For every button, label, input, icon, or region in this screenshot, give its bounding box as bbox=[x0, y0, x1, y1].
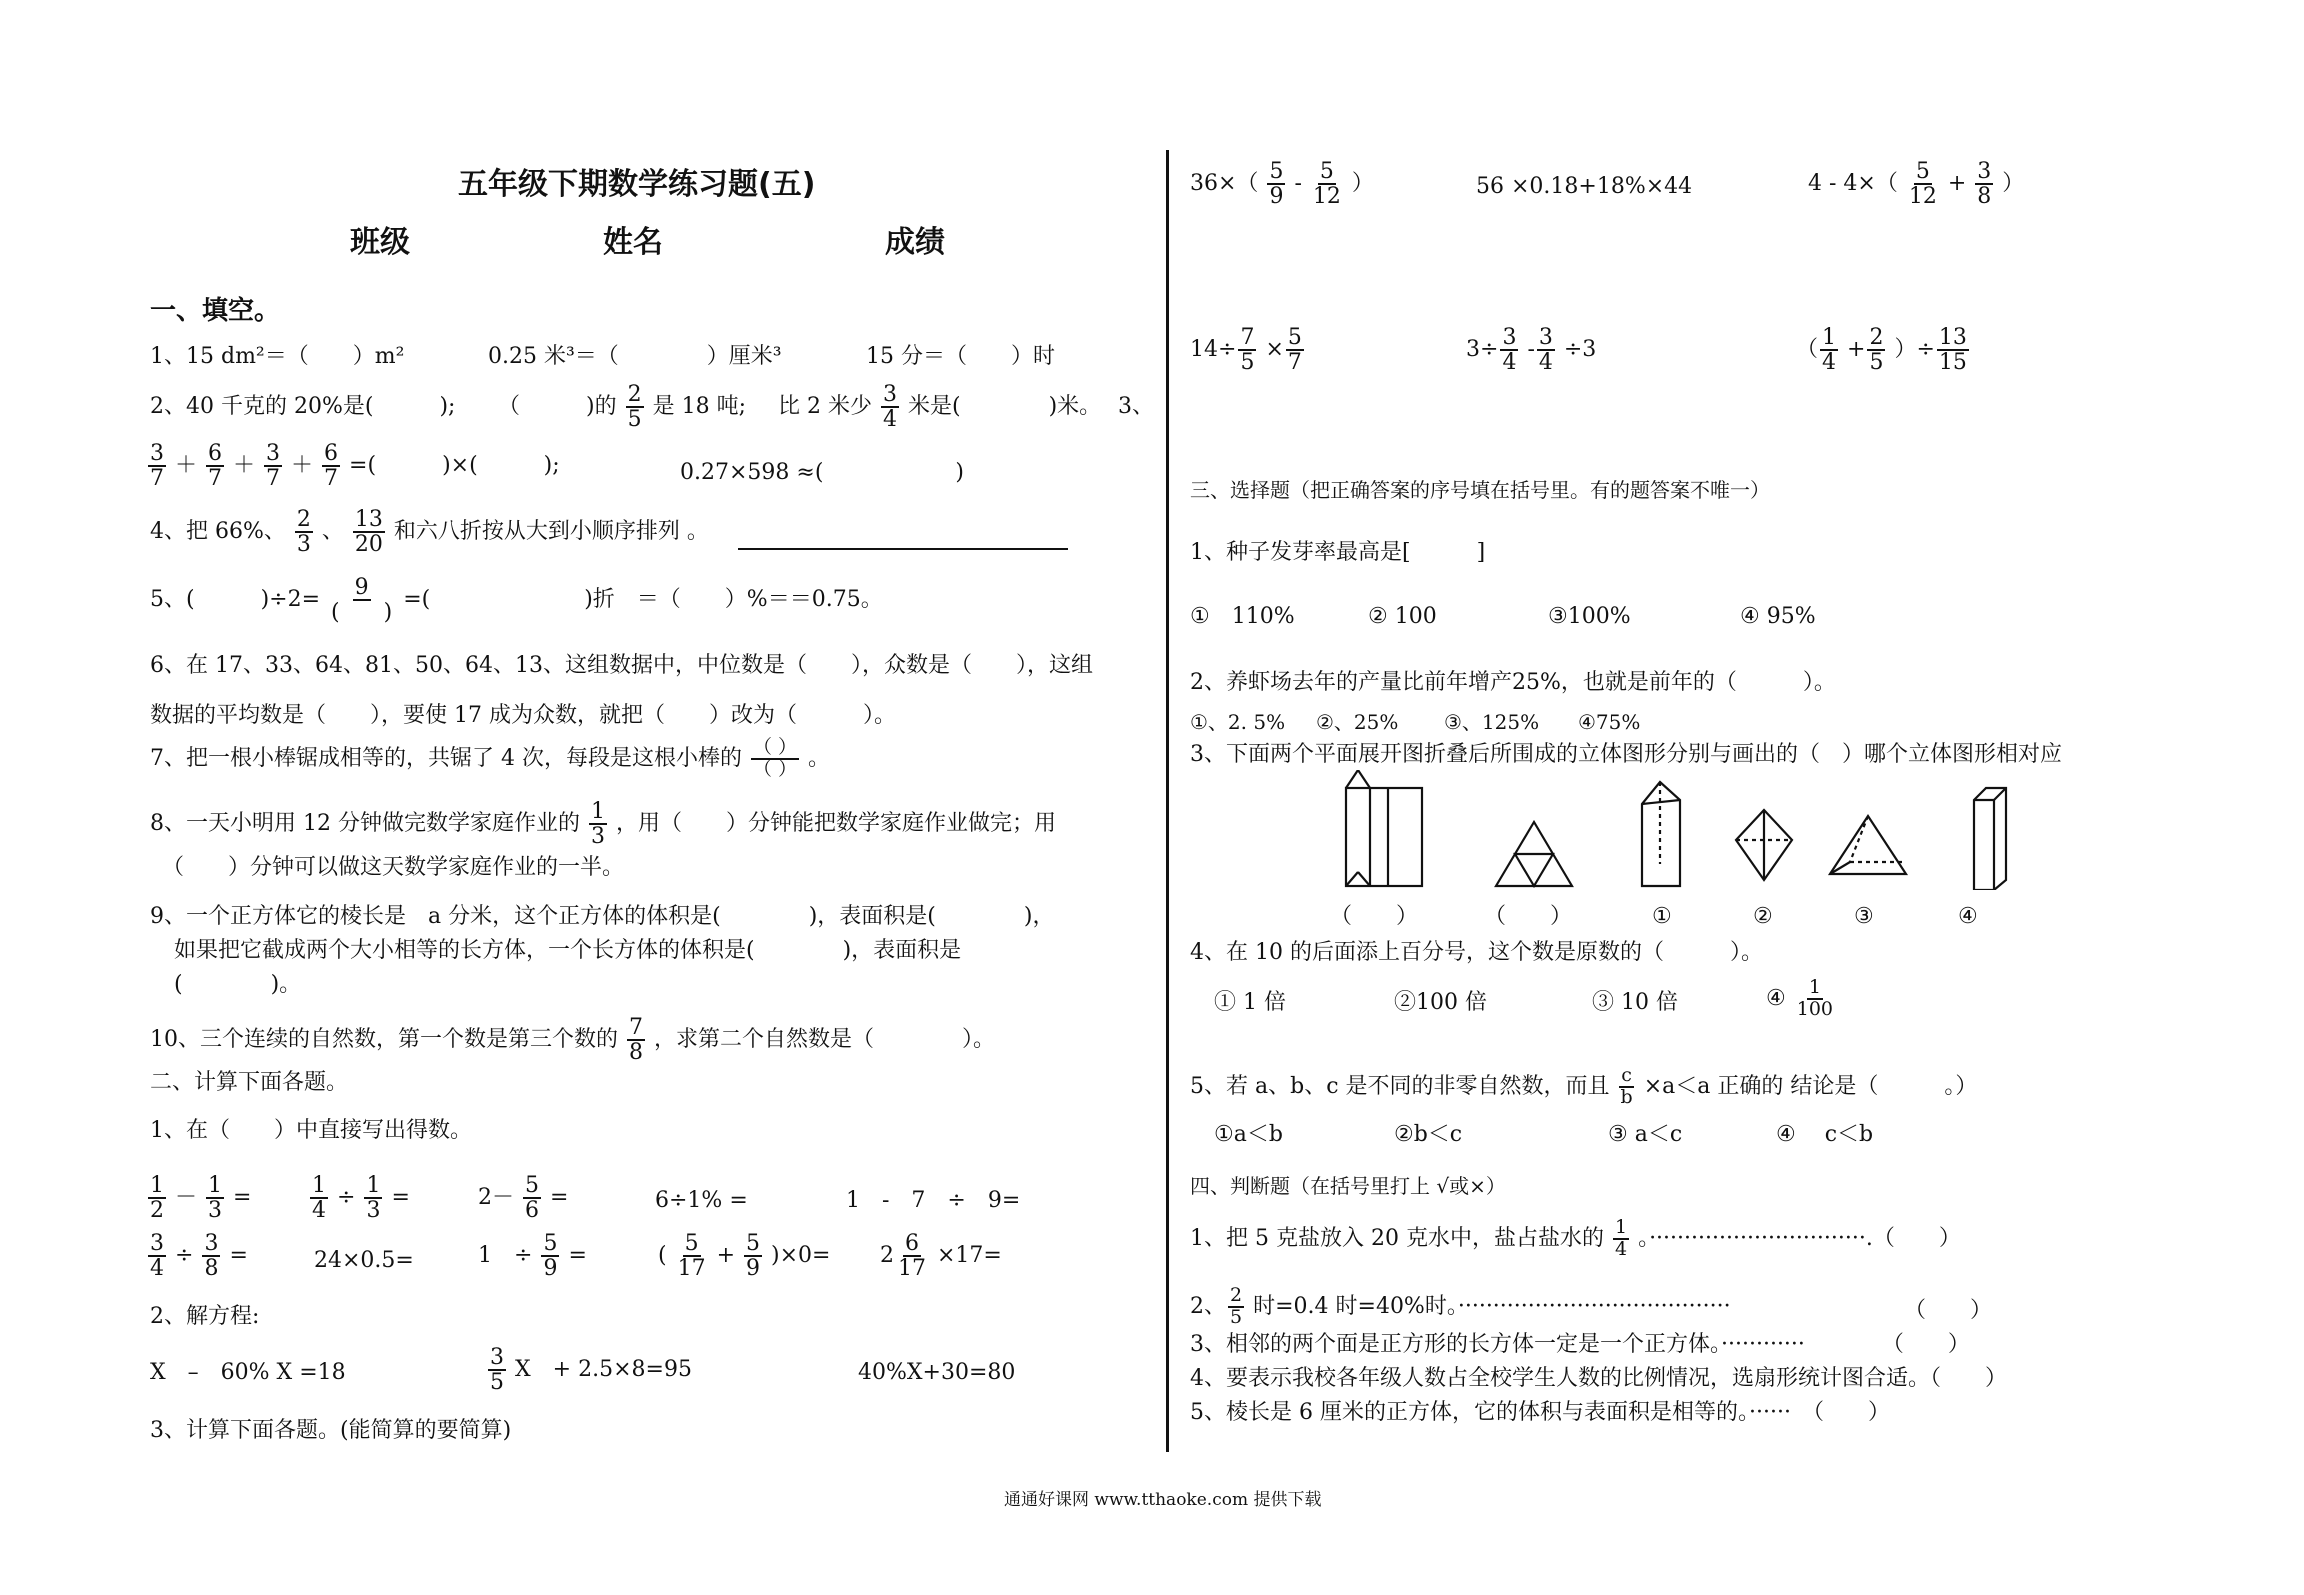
numerator: 3 bbox=[204, 1231, 219, 1256]
q9-line1: 9、一个正方体它的棱长是 a 分米，这个正方体的体积是( )，表面积是( )， bbox=[150, 904, 1055, 929]
q2-c bbox=[778, 383, 1101, 431]
operator: × bbox=[1265, 337, 1284, 363]
equals: = bbox=[229, 1243, 248, 1269]
fraction bbox=[1795, 978, 1835, 1020]
q10 bbox=[150, 1016, 995, 1064]
denominator: 5 bbox=[1240, 350, 1255, 376]
denominator: 7 bbox=[1287, 350, 1302, 376]
q9-line3: ( )。 bbox=[174, 972, 302, 997]
fraction bbox=[310, 1174, 328, 1222]
footer-credit: 通通好课网 www.tthaoke.com 提供下载 bbox=[1004, 1490, 1322, 1510]
q7-text: 7、把一根小棒锯成相等的，共锯了 4 次，每段是这根小棒的 bbox=[150, 745, 742, 771]
choice-q4-opt2: ②100 倍 bbox=[1394, 990, 1487, 1015]
section-judge-heading: 四、判断题（在括号里打上 √或×） bbox=[1190, 1174, 1506, 1198]
fraction bbox=[1238, 326, 1256, 374]
numerator: 1 bbox=[366, 1173, 381, 1198]
option-number: ④ bbox=[1766, 985, 1786, 1011]
section-fill-heading: 一、填空。 bbox=[150, 296, 281, 326]
numerator: 9 bbox=[354, 575, 369, 600]
q4-sep: 、 bbox=[321, 519, 344, 545]
denominator: 12 bbox=[1312, 184, 1341, 210]
q7-frac bbox=[751, 738, 799, 780]
class-label: 班级 bbox=[350, 225, 410, 260]
q1-b: 0.25 米³＝（ ）厘米³ bbox=[488, 344, 782, 369]
calc-r1-e3 bbox=[478, 1174, 568, 1222]
choice-q4-opt3: ③ 10 倍 bbox=[1592, 990, 1678, 1015]
plus-sign: ＋ bbox=[233, 453, 256, 479]
fraction bbox=[1500, 326, 1518, 374]
judge-q1-text: 1、把 5 克盐放入 20 克水中，盐占盐水的 bbox=[1190, 1225, 1604, 1251]
numerator: 1 bbox=[312, 1173, 326, 1198]
figure-label-4: ② bbox=[1753, 904, 1773, 929]
numerator: 1 bbox=[1614, 1216, 1628, 1238]
choice-q3: 3、下面两个平面展开图折叠后所围成的立体图形分别与画出的（ ）哪个立体图形相对应 bbox=[1190, 742, 2063, 767]
denominator: 3 bbox=[590, 824, 605, 850]
equals: = bbox=[568, 1243, 587, 1269]
equation-a: X – 60% X =18 bbox=[150, 1360, 346, 1385]
answer-line bbox=[738, 548, 1068, 550]
q2-c-text: 比 2 米少 bbox=[778, 394, 872, 420]
figure-label-3: ① bbox=[1652, 904, 1672, 929]
fraction bbox=[1867, 326, 1885, 374]
denominator: 2 bbox=[150, 1198, 164, 1224]
double-pyramid-figure bbox=[1736, 810, 1792, 880]
numerator: 13 bbox=[1938, 325, 1967, 350]
calc-r2-e5 bbox=[880, 1232, 1002, 1280]
tail: ÷3 bbox=[1563, 337, 1597, 363]
fraction bbox=[523, 1174, 541, 1222]
numerator: 5 bbox=[1915, 159, 1930, 184]
prefix: 3÷ bbox=[1466, 337, 1499, 363]
fraction bbox=[896, 1232, 928, 1280]
numerator: 3 bbox=[266, 441, 281, 466]
section-calc-heading: 二、计算下面各题。 bbox=[150, 1070, 349, 1095]
denominator: 9 bbox=[1269, 184, 1284, 210]
denominator: ( ) bbox=[331, 600, 393, 626]
numerator: 7 bbox=[1240, 325, 1255, 350]
q2-b-text: （ )的 bbox=[498, 394, 617, 420]
equals: = bbox=[233, 1185, 252, 1211]
denominator: 9 bbox=[543, 1256, 558, 1282]
q4-text2: 和六八折按从大到小顺序排列 。 bbox=[393, 519, 709, 545]
numerator: 2 bbox=[627, 382, 642, 407]
denominator: 4 bbox=[1614, 1237, 1628, 1260]
q8 bbox=[150, 800, 1056, 848]
denominator: 100 bbox=[1796, 997, 1833, 1020]
numerator: 3 bbox=[1538, 325, 1553, 350]
prism-net-figure bbox=[1346, 770, 1422, 886]
q3-frac2 bbox=[206, 442, 224, 490]
tail: ） bbox=[2002, 171, 2025, 197]
q10-text2: ，求第二个自然数是（ ）。 bbox=[654, 1027, 996, 1053]
numerator: 13 bbox=[354, 507, 383, 532]
square-pyramid-figure bbox=[1830, 816, 1906, 874]
numerator: 5 bbox=[1287, 325, 1302, 350]
q3-tail: =( )×( ); bbox=[349, 453, 560, 479]
q2-c-fraction bbox=[881, 383, 899, 431]
fraction bbox=[541, 1232, 559, 1280]
fraction bbox=[744, 1232, 762, 1280]
denominator: 7 bbox=[208, 466, 223, 492]
denominator: 8 bbox=[204, 1256, 219, 1282]
prefix: 2－ bbox=[478, 1185, 514, 1211]
numerator: 5 bbox=[543, 1231, 558, 1256]
judge-q2-num: 2、 bbox=[1190, 1293, 1226, 1319]
judge-q1-text2: 。·······························.（ ） bbox=[1638, 1225, 1961, 1251]
fraction bbox=[488, 1346, 506, 1394]
choice-q5 bbox=[1190, 1066, 1977, 1108]
figure-label-6: ④ bbox=[1958, 904, 1978, 929]
plus-sign: ＋ bbox=[175, 453, 198, 479]
name-label: 姓名 bbox=[603, 225, 663, 260]
judge-q2 bbox=[1190, 1286, 1731, 1328]
numerator: c bbox=[1621, 1064, 1632, 1086]
numerator: （ ） bbox=[752, 736, 798, 758]
denominator: 4 bbox=[1502, 350, 1517, 376]
calc-r2-e1 bbox=[146, 1232, 248, 1280]
fraction bbox=[1311, 160, 1343, 208]
page-title: 五年级下期数学练习题(五) bbox=[458, 167, 816, 202]
calc-r-r2-e2 bbox=[1466, 326, 1596, 374]
q3-b: 0.27×598 ≈( ) bbox=[680, 460, 965, 485]
cuboid-figure bbox=[1974, 788, 2006, 890]
numerator: 5 bbox=[525, 1173, 539, 1198]
q3-sum bbox=[146, 442, 560, 490]
q9-line2: 如果把它截成两个大小相等的长方体，一个长方体的体积是( )，表面积是 bbox=[174, 938, 962, 963]
calc-sub1: 1、在（ ）中直接写出得数。 bbox=[150, 1118, 472, 1143]
denominator: 8 bbox=[629, 1040, 643, 1066]
figure-label-5: ③ bbox=[1854, 904, 1874, 929]
judge-q2-paren: （ ） bbox=[1904, 1298, 1993, 1323]
tail: ） bbox=[1351, 171, 1374, 197]
choice-q2-opt1: ①、2. 5% bbox=[1190, 710, 1286, 734]
q2-c-text2: 米是( )米。 bbox=[907, 394, 1102, 420]
prefix: 1 ÷ bbox=[478, 1243, 533, 1269]
q4 bbox=[150, 508, 709, 556]
denominator: 4 bbox=[882, 407, 897, 433]
q3-frac4 bbox=[322, 442, 340, 490]
fraction bbox=[1267, 160, 1285, 208]
q5-text: 5、( )÷2= bbox=[150, 587, 321, 613]
fraction bbox=[206, 1174, 224, 1222]
figure-label-2: （ ） bbox=[1484, 904, 1573, 929]
denominator: 3 bbox=[366, 1198, 381, 1224]
calc-r-r1-e1 bbox=[1190, 160, 1374, 208]
calc-r1-e1 bbox=[146, 1174, 251, 1222]
q3-frac3 bbox=[264, 442, 282, 490]
score-label: 成绩 bbox=[885, 225, 945, 260]
fraction bbox=[1537, 326, 1555, 374]
denominator: 17 bbox=[677, 1256, 706, 1282]
q8-text2: ，用（ ）分钟能把数学家庭作业做完；用 bbox=[615, 811, 1056, 837]
denominator: 17 bbox=[898, 1256, 926, 1282]
operator: － bbox=[175, 1185, 198, 1211]
calc-r-r1-e3 bbox=[1808, 160, 2024, 208]
section-choice-heading: 三、选择题（把正确答案的序号填在括号里。有的题答案不唯一） bbox=[1190, 478, 1770, 502]
denominator: （ ） bbox=[752, 757, 798, 780]
numerator: 3 bbox=[490, 1345, 504, 1370]
figure-label-1: （ ） bbox=[1330, 904, 1419, 929]
operator: - bbox=[1527, 337, 1535, 363]
paren: ( bbox=[658, 1243, 667, 1269]
numerator: 3 bbox=[1977, 159, 1992, 184]
equation-c: 40%X+30=80 bbox=[858, 1360, 1016, 1385]
fraction bbox=[148, 1232, 166, 1280]
numerator: 5 bbox=[1269, 159, 1284, 184]
calc-r1-e5: 1 - 7 ÷ 9= bbox=[846, 1188, 1021, 1213]
denominator: 4 bbox=[1538, 350, 1553, 376]
fraction bbox=[1228, 1286, 1244, 1328]
equation-b-text: X + 2.5×8=95 bbox=[515, 1357, 692, 1383]
denominator: 20 bbox=[354, 532, 383, 558]
denominator: 3 bbox=[208, 1198, 223, 1224]
q8-text: 8、一天小明用 12 分钟做完数学家庭作业的 bbox=[150, 811, 580, 837]
fraction bbox=[202, 1232, 220, 1280]
denominator: 4 bbox=[312, 1198, 326, 1224]
numerator: 1 bbox=[150, 1173, 164, 1198]
q4-text: 4、把 66%、 bbox=[150, 519, 286, 545]
q2-b-fraction bbox=[626, 383, 644, 431]
numerator: 3 bbox=[1502, 325, 1517, 350]
prefix: 4 - 4×（ bbox=[1808, 171, 1898, 197]
denominator: 3 bbox=[296, 532, 311, 558]
choice-q4-opt4 bbox=[1766, 978, 1837, 1020]
equals: = bbox=[550, 1185, 569, 1211]
calc-sub3: 3、计算下面各题。(能简算的要简算) bbox=[150, 1418, 512, 1443]
fraction bbox=[364, 1174, 382, 1222]
q4-frac1 bbox=[295, 508, 313, 556]
denominator: 7 bbox=[266, 466, 281, 492]
tail: ×17= bbox=[937, 1243, 1002, 1269]
q10-frac bbox=[627, 1016, 645, 1064]
choice-q2-opt2: ②、25% bbox=[1316, 710, 1399, 734]
judge-q4: 4、要表示我校各年级人数占全校学生人数的比例情况，选扇形统计图合适。（ ） bbox=[1190, 1366, 2007, 1391]
calc-r1-e2 bbox=[308, 1174, 410, 1222]
fraction bbox=[676, 1232, 708, 1280]
choice-q1-opt4: ④ 95% bbox=[1740, 604, 1816, 629]
tail: )×0= bbox=[771, 1243, 831, 1269]
calc-sub2: 2、解方程: bbox=[150, 1304, 260, 1329]
denominator: 4 bbox=[150, 1256, 164, 1282]
choice-q1: 1、种子发芽率最高是[ ] bbox=[1190, 540, 1486, 565]
numerator: 6 bbox=[324, 441, 339, 466]
equals: = bbox=[391, 1185, 410, 1211]
denominator: 5 bbox=[1230, 1305, 1243, 1328]
denominator: 12 bbox=[1908, 184, 1937, 210]
operator: ÷ bbox=[337, 1185, 356, 1211]
prefix: 36×（ bbox=[1190, 171, 1259, 197]
choice-q5-opt4: ④ c＜b bbox=[1776, 1122, 1874, 1147]
q6-line2: 数据的平均数是（ ），要使 17 成为众数，就把（ ）改为（ ）。 bbox=[150, 703, 896, 728]
q2-a: 2、40 千克的 20%是( ); bbox=[150, 394, 456, 419]
q1-c: 15 分＝（ ）时 bbox=[866, 344, 1055, 369]
q7 bbox=[150, 738, 830, 780]
q3-frac1 bbox=[148, 442, 166, 490]
numerator: 1 bbox=[1808, 976, 1821, 998]
triangle-net-figure bbox=[1496, 822, 1572, 886]
q2-b-text2: 是 18 吨; bbox=[652, 394, 746, 420]
numerator: 3 bbox=[150, 1231, 164, 1256]
q8-frac bbox=[589, 800, 607, 848]
numerator: 5 bbox=[746, 1231, 761, 1256]
denominator: 6 bbox=[525, 1198, 539, 1224]
denominator: 7 bbox=[150, 466, 164, 492]
judge-q5: 5、棱长是 6 厘米的正方体，它的体积与表面积是相等的。······ （ ） bbox=[1190, 1400, 1890, 1425]
choice-q5-opt3: ③ a＜c bbox=[1608, 1122, 1683, 1147]
denominator: 15 bbox=[1938, 350, 1967, 376]
numerator: 7 bbox=[629, 1015, 643, 1040]
numerator: 6 bbox=[208, 441, 223, 466]
operator: - bbox=[1294, 171, 1302, 197]
choice-q4: 4、在 10 的后面添上百分号，这个数是原数的（ ）。 bbox=[1190, 940, 1763, 965]
q4-frac2 bbox=[353, 508, 385, 556]
triangular-prism-figure bbox=[1642, 782, 1680, 886]
numerator: 1 bbox=[590, 799, 605, 824]
fraction bbox=[1286, 326, 1304, 374]
numerator: 3 bbox=[150, 441, 164, 466]
choice-q2-opt3: ③、125% bbox=[1444, 710, 1540, 734]
q3-number: 3、 bbox=[1118, 394, 1154, 419]
q1-a: 1、15 dm²＝（ ）m² bbox=[150, 344, 405, 369]
denominator: b bbox=[1620, 1085, 1633, 1108]
calc-r-r2-e3 bbox=[1796, 326, 1971, 374]
choice-q1-opt2: ② 100 bbox=[1368, 604, 1437, 629]
choice-q1-opt3: ③100% bbox=[1548, 604, 1631, 629]
denominator: 5 bbox=[627, 407, 642, 433]
operator: + bbox=[716, 1243, 736, 1269]
q5 bbox=[150, 576, 883, 624]
calc-r-r2-e1 bbox=[1190, 326, 1306, 374]
numerator: 2 bbox=[1869, 325, 1884, 350]
q7-text2: 。 bbox=[808, 745, 831, 771]
operator: + bbox=[1847, 337, 1866, 363]
numerator: 5 bbox=[684, 1231, 699, 1256]
calc-r2-e3 bbox=[478, 1232, 587, 1280]
plus-sign: ＋ bbox=[291, 453, 314, 479]
q2-b bbox=[498, 383, 746, 431]
fraction bbox=[1975, 160, 1993, 208]
q5-text2: =( )折 ＝（ ）%＝＝0.75。 bbox=[403, 587, 883, 613]
judge-q2-text: 时=0.4 时=40%时。······································· bbox=[1253, 1293, 1731, 1319]
choice-q5-text2: ×a＜a 正确的 结论是（ 。） bbox=[1643, 1073, 1978, 1099]
operator: ÷ bbox=[175, 1243, 194, 1269]
fraction bbox=[1937, 326, 1969, 374]
fraction bbox=[1907, 160, 1939, 208]
calc-r-r1-e2: 56 ×0.18+18%×44 bbox=[1476, 174, 1693, 199]
calc-r2-e4 bbox=[658, 1232, 830, 1280]
fraction bbox=[148, 1174, 166, 1222]
denominator: 8 bbox=[1977, 184, 1992, 210]
mid: ）÷ bbox=[1894, 337, 1935, 363]
denominator: 9 bbox=[746, 1256, 761, 1282]
fraction bbox=[1820, 326, 1838, 374]
judge-q1 bbox=[1190, 1218, 1961, 1260]
fraction bbox=[1613, 1218, 1629, 1260]
choice-q5-opt2: ②b＜c bbox=[1394, 1122, 1463, 1147]
denominator: 7 bbox=[324, 466, 339, 492]
operator: + bbox=[1947, 171, 1967, 197]
choice-q4-opt1: ① 1 倍 bbox=[1214, 990, 1286, 1015]
choice-q2: 2、养虾场去年的产量比前年增产25%，也就是前年的（ ）。 bbox=[1190, 670, 1836, 695]
denominator: 5 bbox=[490, 1370, 504, 1396]
choice-q5-opt1: ①a＜b bbox=[1214, 1122, 1283, 1147]
equation-b bbox=[486, 1346, 692, 1394]
calc-r2-e2: 24×0.5= bbox=[314, 1248, 414, 1273]
prefix: （ bbox=[1796, 337, 1819, 363]
numerator: 5 bbox=[1319, 159, 1334, 184]
solid-figures bbox=[1330, 770, 2050, 890]
numerator: 2 bbox=[1230, 1284, 1243, 1306]
numerator: 2 bbox=[296, 507, 311, 532]
fraction bbox=[1619, 1066, 1635, 1108]
denominator: 5 bbox=[1869, 350, 1884, 376]
choice-q5-text: 5、若 a、b、c 是不同的非零自然数，而且 bbox=[1190, 1073, 1610, 1099]
q8-line2: （ ）分钟可以做这天数学家庭作业的一半。 bbox=[162, 855, 625, 880]
numerator: 1 bbox=[208, 1173, 223, 1198]
whole-part: 2 bbox=[880, 1243, 894, 1269]
numerator: 1 bbox=[1822, 325, 1837, 350]
denominator: 4 bbox=[1822, 350, 1837, 376]
choice-q2-opt4: ④75% bbox=[1578, 710, 1641, 734]
calc-r1-e4: 6÷1% = bbox=[655, 1188, 748, 1213]
column-divider bbox=[1166, 150, 1169, 1452]
numerator: 3 bbox=[882, 382, 897, 407]
numerator: 6 bbox=[905, 1231, 919, 1256]
judge-q3: 3、相邻的两个面是正方形的长方体一定是一个正方体。············ （ ） bbox=[1190, 1332, 1970, 1357]
q5-frac bbox=[329, 576, 394, 624]
choice-q1-opt1: ① 110% bbox=[1190, 604, 1295, 629]
q10-text: 10、三个连续的自然数，第一个数是第三个数的 bbox=[150, 1027, 618, 1053]
prefix: 14÷ bbox=[1190, 337, 1237, 363]
q6-line1: 6、在 17、33、64、81、50、64、13、这组数据中，中位数是（ ），众数是（ ），这组 bbox=[150, 653, 1093, 678]
